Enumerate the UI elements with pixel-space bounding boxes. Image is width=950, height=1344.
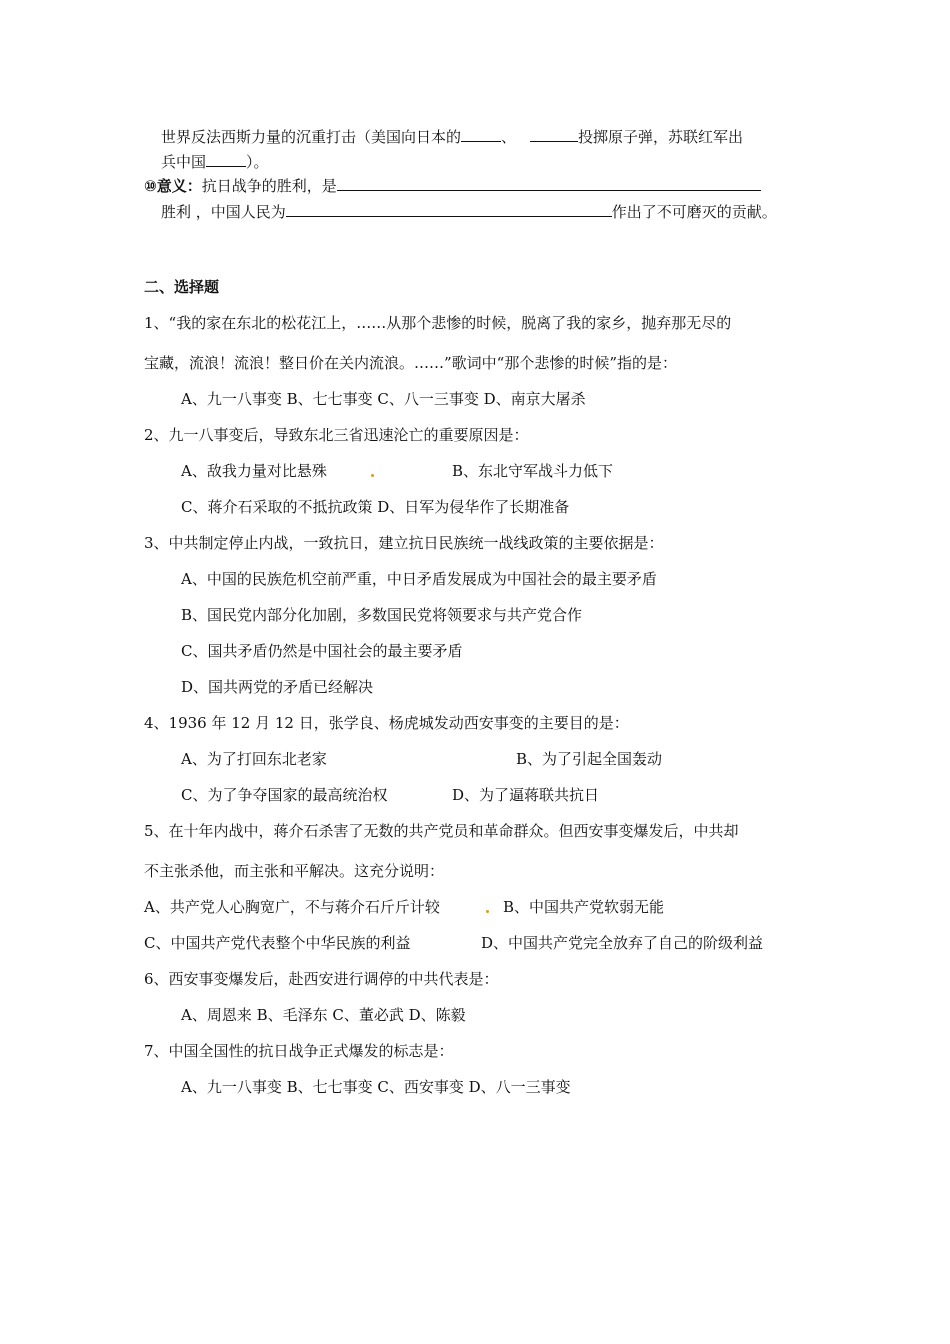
question-1-stem: 宝藏，流浪！流浪！整日价在关内流浪。……”歌词中“那个悲惨的时候”指的是： [144,354,678,372]
question-5-option-c: C、中国共产党代表整个中华民族的利益 [144,934,411,952]
question-4-stem: 4、1936 年 12 月 12 日，张学良、杨虎城发动西安事变的主要目的是： [144,714,629,732]
intro-text: 世界反法西斯力量的沉重打击（美国向日本的 [161,128,462,146]
question-4-option-d: D、为了逼蒋联共抗日 [452,786,600,804]
question-7-stem: 7、中国全国性的抗日战争正式爆发的标志是： [144,1042,454,1060]
intro-line-1 [161,127,743,147]
intro-text: 投掷原子弹，苏联红军出 [578,128,744,146]
answer-blank[interactable] [461,127,501,142]
question-4-option-c: C、为了争夺国家的最高统治权 [181,786,388,804]
question-5-stem: 5、在十年内战中，蒋介石杀害了无数的共产党员和革命群众。但西安事变爆发后，中共却 [144,822,739,840]
item-10-line [144,176,761,196]
answer-blank[interactable] [286,202,612,217]
question-1-options: A、九一八事变 B、七七事变 C、八一三事变 D、南京大屠杀 [181,390,586,408]
section-title: 二、选择题 [144,278,220,296]
question-3-option-a: A、中国的民族危机空前严重，中日矛盾发展成为中国社会的最主要矛盾 [181,570,657,588]
question-6-options: A、周恩来 B、毛泽东 C、董必武 D、陈毅 [181,1006,466,1024]
intro-text: 作出了不可磨灭的贡献。 [611,203,777,221]
item-10-marker: ⑩ [144,177,157,195]
intro-line-4 [161,202,777,222]
question-2-option-b: B、东北守军战斗力低下 [452,462,614,480]
question-5-option-a: A、共产党人心胸宽广，不与蒋介石斤斤计较 [144,898,440,916]
item-10-text: 抗日战争的胜利，是 [201,177,337,195]
answer-blank[interactable] [206,152,246,167]
question-4-option-a: A、为了打回东北老家 [181,750,327,768]
question-3-option-d: D、国共两党的矛盾已经解决 [181,678,374,696]
question-5-option-d: D、中国共产党完全放弃了自己的阶级利益 [481,934,764,952]
question-2-option-a: A、敌我力量对比悬殊 [181,462,327,480]
intro-text: 兵中国 [161,153,207,171]
question-3-option-b: B、国民党内部分化加剧，多数国民党将领要求与共产党合作 [181,606,583,624]
question-7-options: A、九一八事变 B、七七事变 C、西安事变 D、八一三事变 [181,1078,571,1096]
question-2-options-cd: C、蒋介石采取的不抵抗政策 D、日军为侵华作了长期准备 [181,498,570,516]
intro-line-2 [161,152,269,172]
stray-mark [371,474,374,477]
question-4-option-b: B、为了引起全国轰动 [516,750,663,768]
question-5-option-b: B、中国共产党软弱无能 [503,898,665,916]
answer-blank[interactable] [530,127,578,142]
item-10-label: 意义： [156,177,202,195]
intro-text: ）。 [246,153,269,171]
stray-mark [486,910,489,913]
intro-text: 胜利 ，中国人民为 [161,203,286,221]
question-1-stem: 1、“我的家在东北的松花江上，……从那个悲惨的时候，脱离了我的家乡，抛弃那无尽的 [144,314,732,332]
question-3-stem: 3、中共制定停止内战，一致抗日，建立抗日民族统一战线政策的主要依据是： [144,534,664,552]
question-3-option-c: C、国共矛盾仍然是中国社会的最主要矛盾 [181,642,463,660]
question-6-stem: 6、西安事变爆发后，赴西安进行调停的中共代表是： [144,970,499,988]
question-2-stem: 2、九一八事变后，导致东北三省迅速沦亡的重要原因是： [144,426,529,444]
question-5-stem: 不主张杀他，而主张和平解决。这充分说明： [144,862,445,880]
intro-text: 、 [501,128,517,146]
answer-blank[interactable] [337,176,761,191]
